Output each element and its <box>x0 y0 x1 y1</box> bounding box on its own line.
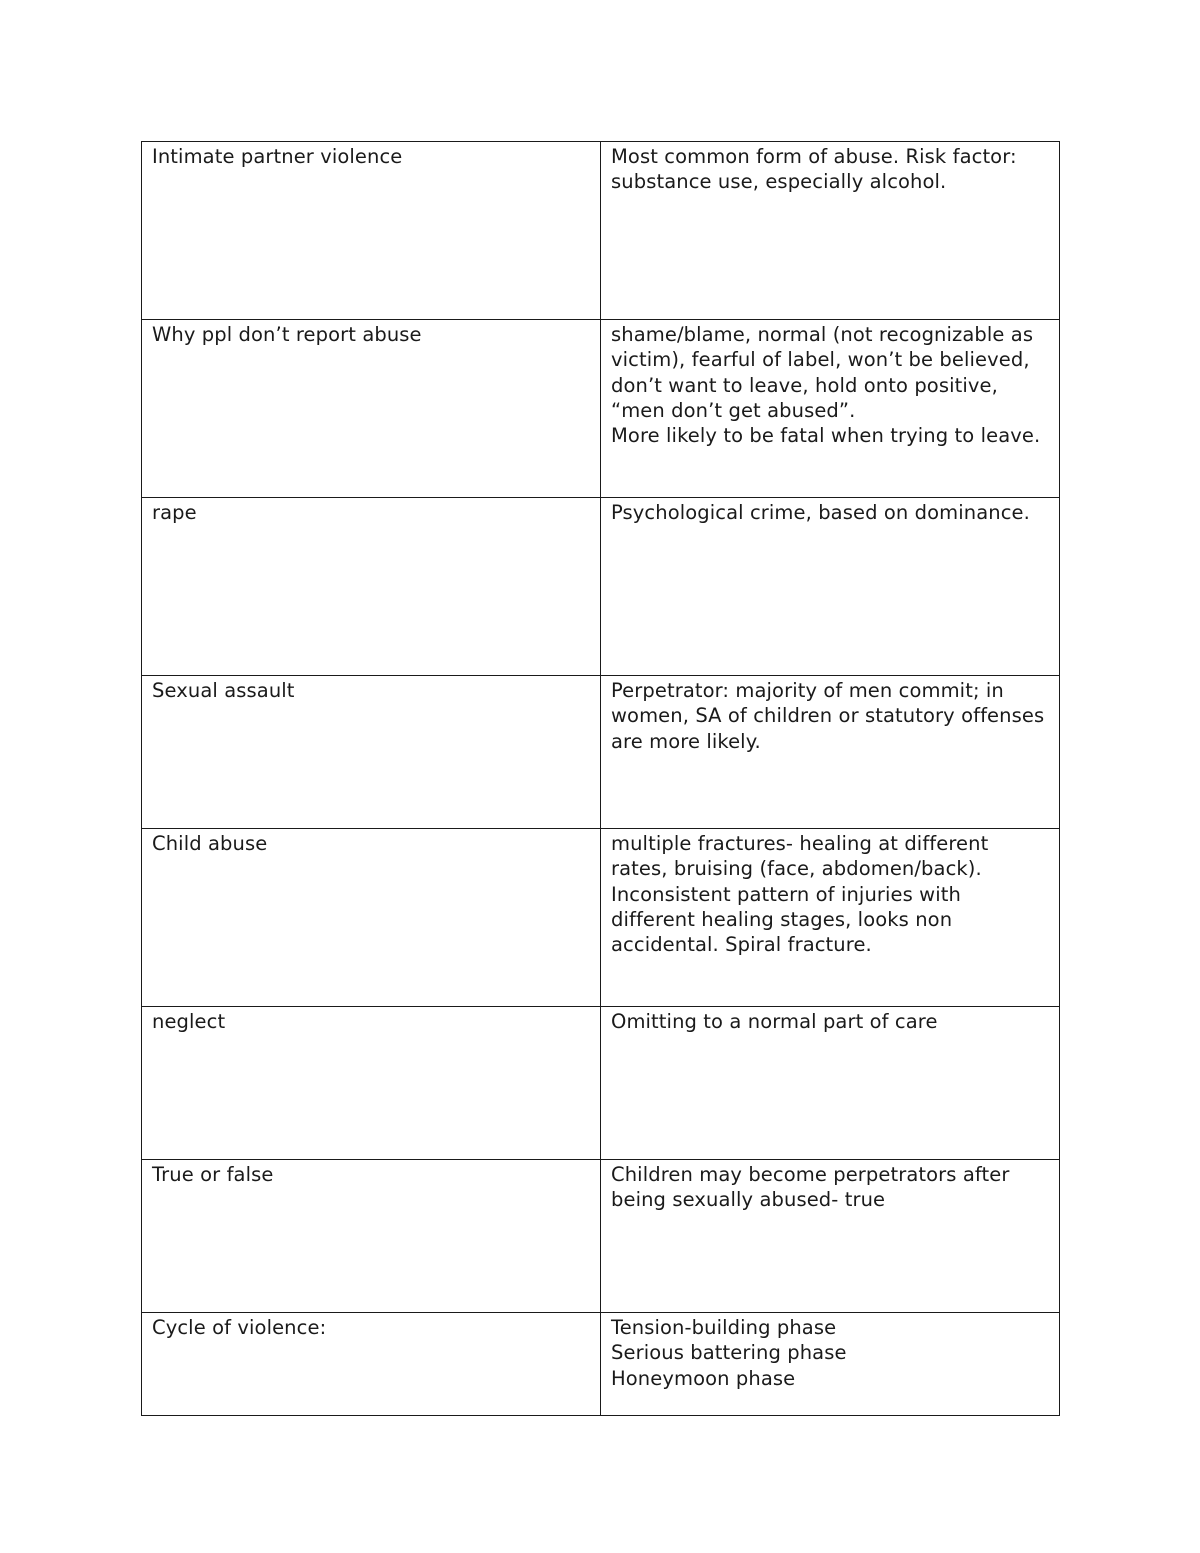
table-row <box>142 1160 1060 1313</box>
definition-cell: Omitting to a normal part of care <box>601 1007 1060 1160</box>
table-row <box>142 320 1060 498</box>
term-cell: rape <box>142 498 601 676</box>
term-cell: True or false <box>142 1160 601 1313</box>
flashcard-table <box>141 141 1060 1416</box>
term-cell: Intimate partner violence <box>142 142 601 320</box>
definition-cell: Tension-building phase Serious battering phase Honeymoon phase <box>601 1313 1060 1416</box>
definition-cell: Most common form of abuse. Risk factor: substance use, especially alcohol. <box>601 142 1060 320</box>
definition-cell: Children may become perpetrators after being sexually abused- true <box>601 1160 1060 1313</box>
term-cell: Why ppl don’t report abuse <box>142 320 601 498</box>
table-row <box>142 829 1060 1007</box>
table-row <box>142 676 1060 829</box>
table-row <box>142 1007 1060 1160</box>
table-row <box>142 498 1060 676</box>
term-cell: Child abuse <box>142 829 601 1007</box>
term-cell: Sexual assault <box>142 676 601 829</box>
definition-cell: Psychological crime, based on dominance. <box>601 498 1060 676</box>
definition-cell: shame/blame, normal (not recognizable as victim), fearful of label, won’t be believed, don’t want to leave, hold onto positive, “men don’t get abused”. More likely to be fatal when trying to leave. <box>601 320 1060 498</box>
term-cell: Cycle of violence: <box>142 1313 601 1416</box>
definition-cell: multiple fractures- healing at different rates, bruising (face, abdomen/back). Inconsistent pattern of injuries with different healing stages, looks non accidental. Spiral fracture. <box>601 829 1060 1007</box>
table-row <box>142 142 1060 320</box>
table-row <box>142 1313 1060 1416</box>
definition-cell: Perpetrator: majority of men commit; in women, SA of children or statutory offenses are more likely. <box>601 676 1060 829</box>
term-cell: neglect <box>142 1007 601 1160</box>
